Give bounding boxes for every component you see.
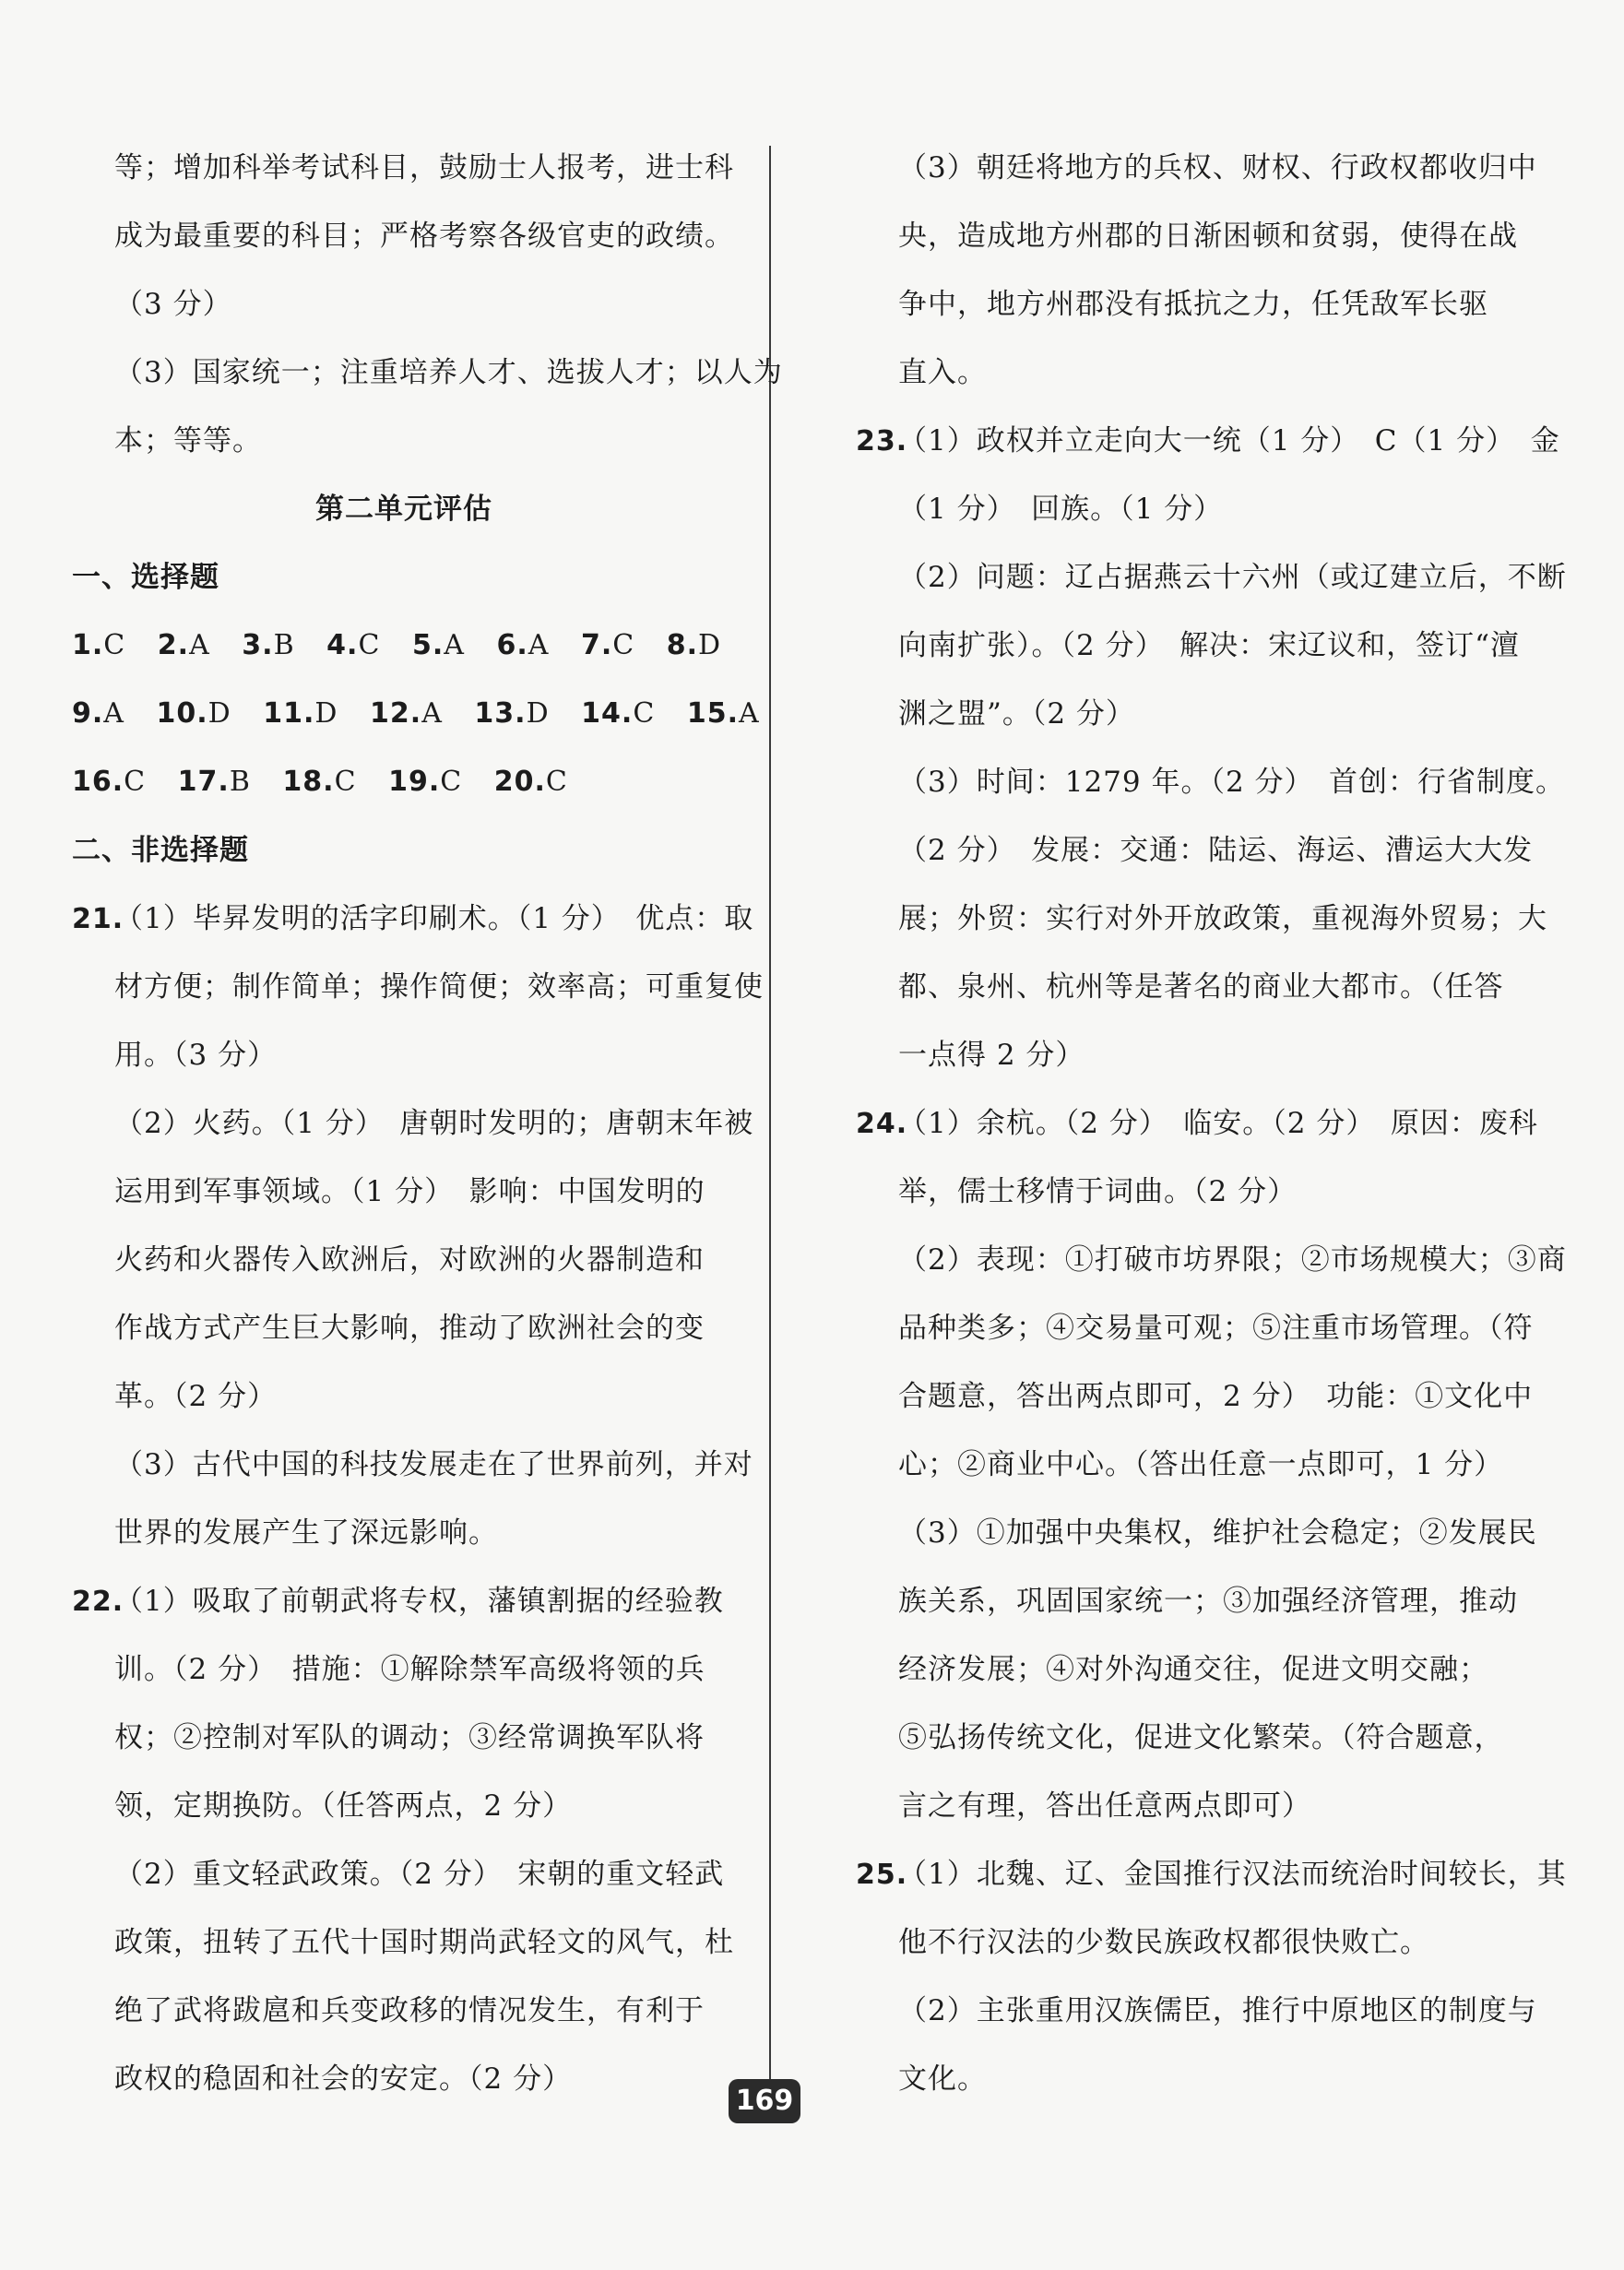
answer-line: 展；外贸：实行对外开放政策，重视海外贸易；大 — [898, 902, 1547, 935]
text-line: （3 分） — [114, 288, 232, 321]
mc-answer: 5.A — [411, 629, 465, 661]
answer-line: 直入。 — [898, 356, 987, 389]
mc-answer: 10.D — [156, 697, 231, 730]
page-number: 169 — [729, 2079, 800, 2123]
text-line: 等；增加科举考试科目，鼓励士人报考，进士科 — [114, 151, 734, 184]
answer-line: 争中，地方州郡没有抵抗之力，任凭敌军长驱 — [898, 288, 1488, 321]
mc-heading: 一、选择题 — [72, 561, 219, 594]
mc-answer: 20.C — [493, 766, 568, 798]
right-column — [856, 134, 1567, 2113]
answer-line: （2）问题：辽占据燕云十六州（或辽建立后，不断 — [898, 561, 1567, 594]
answer-line: 文化。 — [898, 2062, 987, 2096]
answer-line: 绝了武将跋扈和兵变政移的情况发生，有利于 — [114, 1994, 705, 2027]
mc-answer: 12.A — [370, 697, 443, 730]
mc-answer: 9.A — [72, 697, 124, 730]
answer-line: 运用到军事领域。（1 分） 影响：中国发明的 — [114, 1175, 705, 1208]
answer-line: （3）朝廷将地方的兵权、财权、行政权都收归中 — [898, 151, 1537, 184]
question-number: 24. — [856, 1108, 908, 1140]
non-mc-heading: 二、非选择题 — [72, 834, 249, 867]
mc-answer: 4.C — [326, 629, 381, 661]
answer-line: （3）古代中国的科技发展走在了世界前列，并对 — [114, 1448, 753, 1481]
answer-line: 政权的稳固和社会的安定。（2 分） — [114, 2062, 573, 2096]
mc-answer: 16.C — [72, 766, 147, 798]
mc-answer-row — [72, 680, 760, 748]
answer-line: 族关系，巩固国家统一；③加强经济管理，推动 — [898, 1585, 1518, 1618]
answer-line: 经济发展；④对外沟通交往，促进文明交融； — [898, 1653, 1488, 1686]
answer-line: 都、泉州、杭州等是著名的商业大都市。（任答 — [898, 970, 1504, 1004]
mc-answer: 19.C — [388, 766, 463, 798]
answer-line: 25.（1）北魏、辽、金国推行汉法而统治时间较长，其 — [856, 1840, 1483, 1908]
answer-line: 一点得 2 分） — [898, 1039, 1085, 1072]
answer-line: 权；②控制对军队的调动；③经常调换军队将 — [114, 1721, 705, 1754]
answer-line: （2）重文轻武政策。（2 分） 宋朝的重文轻武 — [114, 1858, 725, 1891]
question-number: 21. — [72, 903, 124, 935]
mc-answer: 11.D — [263, 697, 338, 730]
column-divider — [769, 146, 771, 2101]
answer-line: （2）主张重用汉族儒臣，推行中原地区的制度与 — [898, 1994, 1537, 2027]
question-number: 25. — [856, 1859, 908, 1891]
answer-line: 作战方式产生巨大影响，推动了欧洲社会的变 — [114, 1312, 705, 1345]
answer-line: 合题意，答出两点即可，2 分） 功能：①文化中 — [898, 1380, 1534, 1413]
answer-line: 23.（1）政权并立走向大一统（1 分） C（1 分） 金 — [856, 407, 1483, 475]
answer-line: 22.（1）吸取了前朝武将专权，藩镇割据的经验教 — [72, 1567, 736, 1635]
mc-answer: 18.C — [282, 766, 357, 798]
text-line: （3）国家统一；注重培养人才、选拔人才；以人为 — [114, 356, 783, 389]
answer-line: 24.（1）余杭。（2 分） 临安。（2 分） 原因：废科 — [856, 1089, 1483, 1158]
mc-answer: 8.D — [666, 629, 722, 661]
section-title: 第二单元评估 — [315, 493, 492, 526]
mc-answer: 15.A — [686, 697, 760, 730]
mc-answer: 14.C — [581, 697, 656, 730]
mc-answer-row — [72, 612, 736, 680]
answer-line: 革。（2 分） — [114, 1380, 278, 1413]
answer-line: （3）①加强中央集权，维护社会稳定；②发展民 — [898, 1516, 1537, 1550]
question-number: 22. — [72, 1586, 124, 1618]
answer-line: （2）火药。（1 分） 唐朝时发明的；唐朝末年被 — [114, 1107, 754, 1140]
answer-line: 用。（3 分） — [114, 1039, 278, 1072]
mc-answer: 3.B — [242, 629, 295, 661]
answer-line: 材方便；制作简单；操作简便；效率高；可重复使 — [114, 970, 764, 1004]
answer-line: （2 分） 发展：交通：陆运、海运、漕运大大发 — [898, 834, 1534, 867]
text-line: 本；等等。 — [114, 424, 262, 458]
answer-line: 举，儒士移情于词曲。（2 分） — [898, 1175, 1298, 1208]
mc-answer: 6.A — [496, 629, 550, 661]
answer-line: 言之有理，答出任意两点即可） — [898, 1789, 1311, 1823]
answer-line: 领，定期换防。（任答两点，2 分） — [114, 1789, 573, 1823]
answer-line: 向南扩张）。（2 分） 解决：宋辽议和，签订“澶 — [898, 629, 1520, 662]
answer-line: 火药和火器传入欧洲后，对欧洲的火器制造和 — [114, 1243, 705, 1277]
answer-line: 世界的发展产生了深远影响。 — [114, 1516, 498, 1550]
mc-answer: 17.B — [177, 766, 251, 798]
answer-line: 心；②商业中心。（答出任意一点即可，1 分） — [898, 1448, 1504, 1481]
answer-line: 品种类多；④交易量可观；⑤注重市场管理。（符 — [898, 1312, 1534, 1345]
answer-line: 训。（2 分） 措施：①解除禁军高级将领的兵 — [114, 1653, 705, 1686]
answer-line: 政策，扭转了五代十国时期尚武轻文的风气，杜 — [114, 1926, 734, 1959]
answer-line: （1 分） 回族。（1 分） — [898, 493, 1224, 526]
mc-answer: 7.C — [580, 629, 635, 661]
mc-answer: 1.C — [72, 629, 126, 661]
answer-line: 21.（1）毕昇发明的活字印刷术。（1 分） 优点：取 — [72, 885, 736, 953]
text-line: 成为最重要的科目；严格考察各级官吏的政绩。 — [114, 220, 734, 253]
mc-answer: 13.D — [474, 697, 550, 730]
question-number: 23. — [856, 425, 908, 458]
mc-answer-row — [72, 748, 736, 816]
answer-line: 他不行汉法的少数民族政权都很快败亡。 — [898, 1926, 1429, 1959]
answer-line: （2）表现：①打破市坊界限；②市场规模大；③商 — [898, 1243, 1567, 1277]
answer-line: 渊之盟”。（2 分） — [898, 697, 1135, 731]
answer-line: ⑤弘扬传统文化，促进文化繁荣。（符合题意， — [898, 1721, 1504, 1754]
answer-line: （3）时间：1279 年。（2 分） 首创：行省制度。 — [898, 766, 1566, 799]
answer-line: 央，造成地方州郡的日渐困顿和贫弱，使得在战 — [898, 220, 1518, 253]
mc-answer: 2.A — [157, 629, 210, 661]
